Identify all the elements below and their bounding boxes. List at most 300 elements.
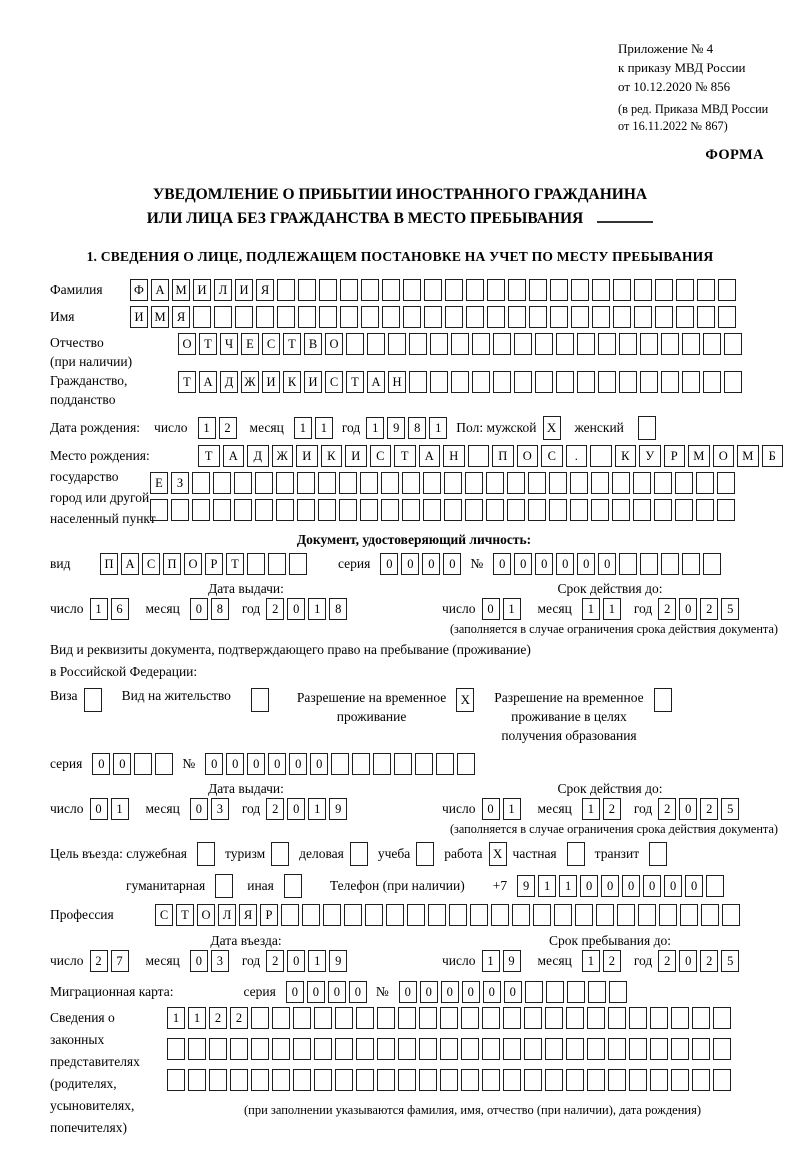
representatives-note: (при заполнении указываются фамилия, имя, отчество (при наличии), дата рождения): [243, 1103, 702, 1117]
char-cell: 1: [482, 950, 500, 972]
doc-dates: [50, 581, 778, 620]
char-cell: [550, 279, 568, 301]
char-cell: Л: [218, 904, 236, 926]
birth-date-row: [50, 416, 778, 440]
purpose-transit-checkbox: [649, 842, 667, 866]
char-cell: 1: [198, 417, 216, 439]
char-cell: [272, 1069, 290, 1091]
stay-month-boxes: [582, 950, 624, 972]
char-cell: С: [155, 904, 173, 926]
char-cell: [554, 904, 572, 926]
char-cell: Т: [394, 445, 416, 467]
char-cell: [482, 1007, 500, 1029]
char-cell: П: [163, 553, 181, 575]
char-cell: [423, 472, 441, 494]
char-cell: [335, 1038, 353, 1060]
char-cell: [722, 904, 740, 926]
profession-label: Профессия: [50, 907, 114, 922]
char-cell: А: [199, 371, 217, 393]
char-cell: 5: [721, 598, 739, 620]
char-cell: 1: [315, 417, 333, 439]
char-cell: 9: [329, 798, 347, 820]
char-cell: [167, 1038, 185, 1060]
char-cell: [682, 553, 700, 575]
entry-month-boxes: [190, 950, 232, 972]
char-cell: [251, 1007, 269, 1029]
char-cell: [503, 1038, 521, 1060]
char-cell: [398, 1007, 416, 1029]
appendix-line: от 10.12.2020 № 856: [618, 78, 731, 94]
char-cell: [680, 904, 698, 926]
purpose-work-checkbox: X: [489, 842, 507, 866]
char-cell: [697, 279, 715, 301]
char-cell: М: [172, 279, 190, 301]
char-cell: М: [151, 306, 169, 328]
representatives-boxes-2: [167, 1038, 734, 1060]
char-cell: [424, 279, 442, 301]
form-body: [50, 279, 778, 1139]
char-cell: О: [325, 333, 343, 355]
char-cell: [251, 1069, 269, 1091]
char-cell: [339, 499, 357, 521]
representatives-block: [50, 1007, 778, 1139]
phone-boxes: [517, 875, 727, 897]
char-cell: Б: [762, 445, 784, 467]
char-cell: 1: [429, 417, 447, 439]
char-cell: 8: [329, 598, 347, 620]
char-cell: И: [235, 279, 253, 301]
char-cell: [696, 472, 714, 494]
doc-number-label: №: [470, 556, 484, 571]
char-cell: 1: [582, 798, 600, 820]
char-cell: [482, 1069, 500, 1091]
char-cell: [634, 306, 652, 328]
char-cell: [655, 279, 673, 301]
char-cell: [619, 333, 637, 355]
doc-type-boxes: [100, 553, 310, 575]
char-cell: [247, 553, 265, 575]
doc-issue-date-label: Дата выдачи:: [208, 581, 284, 596]
char-cell: О: [517, 445, 539, 467]
residence-doc-dates: [50, 781, 778, 820]
char-cell: 0: [90, 798, 108, 820]
purpose-humanitarian-checkbox: [215, 874, 233, 898]
profession-boxes: [155, 904, 743, 926]
mig-number-boxes: [399, 981, 630, 1003]
char-cell: [436, 753, 454, 775]
birth-year-boxes: [366, 417, 450, 439]
appendix-reference: [618, 40, 768, 135]
char-cell: [507, 499, 525, 521]
char-cell: 0: [190, 598, 208, 620]
char-cell: [682, 333, 700, 355]
char-cell: [633, 472, 651, 494]
sex-male-label: Пол: мужской: [456, 420, 537, 435]
char-cell: [276, 499, 294, 521]
char-cell: [703, 333, 721, 355]
char-cell: [373, 753, 391, 775]
day-label: число: [154, 420, 188, 435]
edition-line: от 16.11.2022 № 867): [618, 118, 728, 133]
char-cell: [213, 472, 231, 494]
char-cell: 0: [462, 981, 480, 1003]
char-cell: [587, 1007, 605, 1029]
char-cell: 0: [380, 553, 398, 575]
char-cell: А: [151, 279, 169, 301]
birth-place-rows: [150, 445, 786, 526]
char-cell: 0: [289, 753, 307, 775]
char-cell: [634, 279, 652, 301]
doc-valid-until-label: Срок действия до:: [557, 581, 663, 596]
char-cell: [344, 904, 362, 926]
char-cell: [675, 499, 693, 521]
patronymic-row: [50, 333, 778, 371]
char-cell: [661, 371, 679, 393]
char-cell: [608, 1069, 626, 1091]
char-cell: Н: [388, 371, 406, 393]
doc-type-row: [50, 553, 778, 575]
char-cell: [319, 279, 337, 301]
char-cell: [268, 553, 286, 575]
res-series-boxes: [92, 753, 176, 775]
char-cell: [675, 472, 693, 494]
char-cell: [277, 306, 295, 328]
day-label: число: [50, 801, 84, 816]
doc-type-label: вид: [50, 556, 71, 571]
char-cell: У: [639, 445, 661, 467]
char-cell: [340, 306, 358, 328]
char-cell: [654, 472, 672, 494]
temp-residence-edu-checkbox: [654, 688, 672, 712]
char-cell: [671, 1007, 689, 1029]
char-cell: Я: [239, 904, 257, 926]
stay-until-label: Срок пребывания до:: [549, 933, 671, 948]
char-cell: [419, 1007, 437, 1029]
char-cell: .: [566, 445, 588, 467]
char-cell: [545, 1007, 563, 1029]
humanitarian-label: гуманитарная: [126, 878, 206, 893]
char-cell: [638, 904, 656, 926]
char-cell: [382, 306, 400, 328]
edition-line: (в ред. Приказа МВД России: [618, 101, 769, 116]
char-cell: [419, 1069, 437, 1091]
char-cell: [650, 1069, 668, 1091]
business-label: деловая: [299, 846, 344, 861]
char-cell: [167, 1069, 185, 1091]
char-cell: [640, 371, 658, 393]
char-cell: [188, 1038, 206, 1060]
char-cell: [339, 472, 357, 494]
char-cell: [650, 1038, 668, 1060]
char-cell: 1: [308, 798, 326, 820]
char-cell: [335, 1007, 353, 1029]
char-cell: 0: [504, 981, 522, 1003]
char-cell: [592, 306, 610, 328]
char-cell: 2: [700, 598, 718, 620]
char-cell: 2: [700, 950, 718, 972]
form-title-line2: ИЛИ ЛИЦА БЕЗ ГРАЖДАНСТВА В МЕСТО ПРЕБЫВАНИЯ: [0, 207, 800, 231]
char-cell: 2: [209, 1007, 227, 1029]
char-cell: 0: [535, 553, 553, 575]
day-label: число: [442, 801, 476, 816]
char-cell: [419, 1038, 437, 1060]
char-cell: [598, 333, 616, 355]
res-series-label: серия: [50, 756, 83, 771]
char-cell: [319, 306, 337, 328]
char-cell: [424, 306, 442, 328]
char-cell: 2: [90, 950, 108, 972]
char-cell: [482, 1038, 500, 1060]
char-cell: 9: [503, 950, 521, 972]
char-cell: [718, 279, 736, 301]
day-label: число: [50, 601, 84, 616]
visa-label: Виза: [50, 688, 78, 703]
citizenship-boxes: [178, 371, 745, 393]
char-cell: [255, 499, 273, 521]
char-cell: [609, 981, 627, 1003]
char-cell: [398, 1069, 416, 1091]
char-cell: [706, 875, 724, 897]
study-label: учеба: [377, 846, 411, 861]
char-cell: Р: [260, 904, 278, 926]
char-cell: 1: [111, 798, 129, 820]
char-cell: 0: [247, 753, 265, 775]
char-cell: 1: [308, 950, 326, 972]
char-cell: [701, 904, 719, 926]
char-cell: Е: [150, 472, 168, 494]
char-cell: 0: [190, 798, 208, 820]
char-cell: [466, 306, 484, 328]
char-cell: 2: [266, 798, 284, 820]
char-cell: [640, 333, 658, 355]
char-cell: 8: [408, 417, 426, 439]
char-cell: [535, 333, 553, 355]
stay-year-boxes: [658, 950, 742, 972]
char-cell: [556, 333, 574, 355]
char-cell: [566, 1007, 584, 1029]
char-cell: Е: [241, 333, 259, 355]
char-cell: [230, 1038, 248, 1060]
purpose-business-checkbox: [350, 842, 368, 866]
char-cell: [430, 333, 448, 355]
char-cell: В: [304, 333, 322, 355]
birth-place-block: [50, 445, 778, 529]
char-cell: [577, 371, 595, 393]
char-cell: [209, 1069, 227, 1091]
char-cell: 0: [286, 981, 304, 1003]
char-cell: [297, 499, 315, 521]
char-cell: 0: [268, 753, 286, 775]
char-cell: 9: [329, 950, 347, 972]
char-cell: [457, 753, 475, 775]
char-cell: [323, 904, 341, 926]
char-cell: [676, 279, 694, 301]
citizenship-label: Гражданство, подданство: [50, 373, 128, 407]
char-cell: [608, 1007, 626, 1029]
char-cell: 0: [287, 798, 305, 820]
mig-number-label: №: [375, 984, 389, 999]
char-cell: [524, 1007, 542, 1029]
residence-doc-line1: Вид и реквизиты документа, подтверждающего право на пребывание (проживание): [50, 642, 531, 657]
char-cell: [394, 753, 412, 775]
entry-year-boxes: [266, 950, 350, 972]
char-cell: [470, 904, 488, 926]
char-cell: [676, 306, 694, 328]
char-cell: [272, 1007, 290, 1029]
char-cell: [493, 333, 511, 355]
char-cell: [598, 371, 616, 393]
char-cell: С: [262, 333, 280, 355]
char-cell: Ч: [220, 333, 238, 355]
sex-male-checkbox: X: [543, 416, 561, 440]
res-issue-date-label: Дата выдачи:: [208, 781, 284, 796]
char-cell: [251, 1038, 269, 1060]
char-cell: [356, 1069, 374, 1091]
day-label: число: [442, 601, 476, 616]
res-number-boxes: [205, 753, 478, 775]
char-cell: [546, 981, 564, 1003]
title-blank-line: [597, 208, 653, 223]
phone-label: Телефон (при наличии): [329, 878, 465, 893]
purpose-study-checkbox: [416, 842, 434, 866]
char-cell: Д: [247, 445, 269, 467]
char-cell: 1: [294, 417, 312, 439]
char-cell: [718, 306, 736, 328]
name-boxes: [130, 306, 739, 328]
appendix-line: Приложение № 4: [618, 41, 714, 56]
char-cell: [302, 904, 320, 926]
doc-valid-month-boxes: [582, 598, 624, 620]
month-label: месяц: [537, 953, 572, 968]
visa-checkbox: [84, 688, 102, 712]
char-cell: [134, 753, 152, 775]
char-cell: Л: [214, 279, 232, 301]
char-cell: [235, 306, 253, 328]
purpose-private-checkbox: [567, 842, 585, 866]
year-label: год: [341, 420, 361, 435]
char-cell: [619, 371, 637, 393]
char-cell: [671, 1038, 689, 1060]
surname-boxes: [130, 279, 739, 301]
char-cell: 2: [658, 798, 676, 820]
char-cell: [545, 1069, 563, 1091]
char-cell: 7: [111, 950, 129, 972]
phone-prefix: +7: [492, 878, 508, 893]
char-cell: [588, 981, 606, 1003]
entry-purpose-row: [50, 842, 778, 866]
char-cell: 2: [658, 950, 676, 972]
purpose-tourism-checkbox: [271, 842, 289, 866]
char-cell: М: [688, 445, 710, 467]
char-cell: 1: [582, 598, 600, 620]
temp-residence-edu-label: Разрешение на временное проживание в целях получения образования: [494, 690, 644, 743]
char-cell: [567, 981, 585, 1003]
char-cell: [352, 753, 370, 775]
char-cell: [587, 1069, 605, 1091]
char-cell: [403, 279, 421, 301]
char-cell: [535, 371, 553, 393]
char-cell: [298, 279, 316, 301]
purpose-official-checkbox: [197, 842, 215, 866]
char-cell: 1: [538, 875, 556, 897]
char-cell: [398, 1038, 416, 1060]
char-cell: [529, 306, 547, 328]
migration-card-label: Миграционная карта:: [50, 984, 174, 999]
birth-date-label: Дата рождения:: [50, 420, 141, 435]
char-cell: 2: [658, 598, 676, 620]
birth-place-boxes-1: [198, 445, 786, 467]
res-valid-month-boxes: [582, 798, 624, 820]
char-cell: Р: [664, 445, 686, 467]
year-label: год: [241, 801, 261, 816]
name-row: [50, 306, 778, 328]
char-cell: [188, 1069, 206, 1091]
char-cell: [508, 279, 526, 301]
char-cell: [486, 499, 504, 521]
char-cell: [472, 371, 490, 393]
char-cell: С: [370, 445, 392, 467]
char-cell: 5: [721, 950, 739, 972]
char-cell: Т: [283, 333, 301, 355]
other-label: иная: [247, 878, 274, 893]
char-cell: [465, 472, 483, 494]
char-cell: А: [419, 445, 441, 467]
char-cell: П: [492, 445, 514, 467]
char-cell: [423, 499, 441, 521]
entry-day-boxes: [90, 950, 132, 972]
char-cell: 0: [401, 553, 419, 575]
char-cell: [382, 279, 400, 301]
char-cell: Д: [220, 371, 238, 393]
char-cell: [445, 306, 463, 328]
char-cell: [234, 499, 252, 521]
char-cell: [415, 753, 433, 775]
char-cell: Н: [443, 445, 465, 467]
char-cell: 0: [349, 981, 367, 1003]
year-label: год: [633, 953, 653, 968]
char-cell: 0: [443, 553, 461, 575]
char-cell: [230, 1069, 248, 1091]
char-cell: [507, 472, 525, 494]
char-cell: [465, 499, 483, 521]
char-cell: 0: [685, 875, 703, 897]
char-cell: [256, 306, 274, 328]
char-cell: И: [193, 279, 211, 301]
res-issue-month-boxes: [190, 798, 232, 820]
temp-residence-checkbox: X: [456, 688, 474, 712]
char-cell: 0: [113, 753, 131, 775]
char-cell: 9: [387, 417, 405, 439]
char-cell: К: [321, 445, 343, 467]
char-cell: 0: [482, 598, 500, 620]
char-cell: [403, 306, 421, 328]
char-cell: [592, 279, 610, 301]
char-cell: 2: [230, 1007, 248, 1029]
char-cell: [293, 1007, 311, 1029]
form-title: [0, 183, 800, 231]
char-cell: [503, 1007, 521, 1029]
char-cell: [361, 279, 379, 301]
char-cell: [444, 472, 462, 494]
char-cell: 1: [603, 598, 621, 620]
char-cell: [360, 499, 378, 521]
char-cell: О: [713, 445, 735, 467]
char-cell: [331, 753, 349, 775]
char-cell: [451, 333, 469, 355]
char-cell: [697, 306, 715, 328]
char-cell: О: [178, 333, 196, 355]
birth-place-label: Место рождения: государство город или другой населенный пункт: [50, 448, 156, 526]
